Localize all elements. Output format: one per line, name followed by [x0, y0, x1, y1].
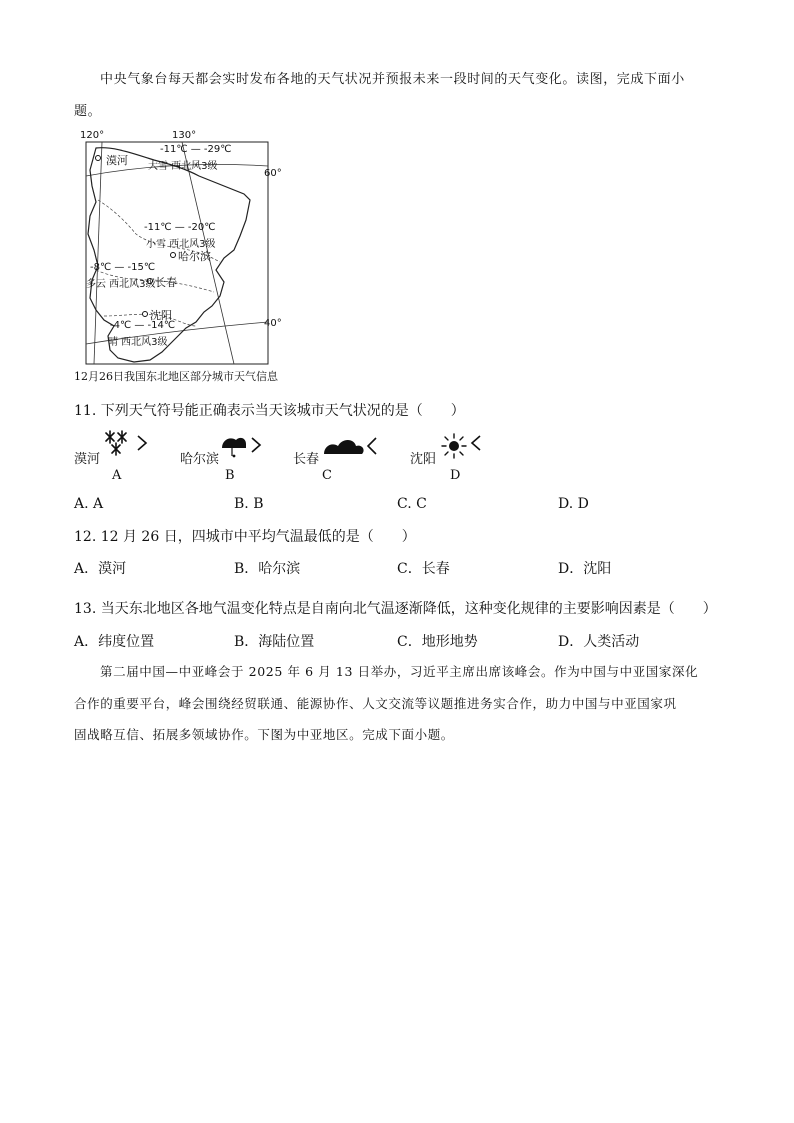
symbol-d-city: 沈阳	[410, 452, 437, 467]
q13-option-d[interactable]: D．人类活动	[558, 634, 640, 650]
q12-stem: 12. 12 月 26 日，四城市中平均气温最低的是（ ）	[74, 529, 416, 545]
changchun-temp: -8℃ — -15℃	[90, 262, 156, 273]
q12-option-b[interactable]: B．哈尔滨	[234, 561, 301, 577]
heavy-snow-icon	[102, 428, 152, 464]
q12-option-d[interactable]: D．沈阳	[558, 561, 612, 577]
symbol-d-letter: D	[450, 468, 461, 483]
intro-line-2: 题。	[74, 104, 102, 119]
q13-option-c[interactable]: C．地形地势	[397, 634, 478, 650]
q13-option-b[interactable]: B．海陆位置	[234, 634, 315, 650]
shenyang-temp: -4℃ — -14℃	[110, 320, 176, 331]
q11-option-d[interactable]: D. D	[558, 496, 589, 512]
map-caption: 12月26日我国东北地区部分城市天气信息	[74, 370, 278, 383]
lon-label-130: 130°	[172, 130, 197, 141]
q11-option-a[interactable]: A. A	[74, 496, 104, 512]
northeast-weather-map	[74, 130, 294, 382]
q12-option-c[interactable]: C．长春	[397, 561, 450, 577]
snow-cloud-icon	[218, 432, 268, 462]
intro2-line-3: 固战略互信、拓展多领域协作。下图为中亚地区。完成下面小题。	[74, 727, 454, 742]
shenyang-marker	[143, 312, 148, 317]
symbol-b-letter: B	[225, 468, 235, 483]
intro-line-1: 中央气象台每天都会实时发布各地的天气状况并预报未来一段时间的天气变化。读图，完成下面小	[100, 72, 685, 87]
mohe-name: 漠河	[106, 154, 128, 167]
q11-option-b[interactable]: B. B	[234, 496, 264, 512]
harbin-name: 哈尔滨	[178, 250, 211, 263]
lat-label-40: 40°	[264, 318, 282, 329]
q11-stem: 11. 下列天气符号能正确表示当天该城市天气状况的是（ ）	[74, 403, 465, 419]
q12-option-a[interactable]: A．漠河	[74, 561, 127, 577]
lon-label-120: 120°	[80, 130, 105, 141]
harbin-weather: 小雪 西北风3级	[146, 239, 216, 250]
intro2-line-1: 第二届中国—中亚峰会于 2025 年 6 月 13 日举办，习近平主席出席该峰会。作为中国与中亚国家深化	[100, 664, 699, 679]
shenyang-name: 沈阳	[150, 309, 172, 322]
overcast-cloud-icon	[322, 434, 382, 462]
mohe-weather: 大雪 西北风3级	[148, 161, 218, 172]
harbin-temp: -11℃ — -20℃	[144, 222, 216, 233]
q13-stem: 13. 当天东北地区各地气温变化特点是自南向北气温逐渐降低，这种变化规律的主要影响因素是（ ）	[74, 601, 717, 617]
sun-icon	[440, 432, 486, 464]
symbol-c-city: 长春	[293, 452, 320, 467]
lat-label-60: 60°	[264, 168, 282, 179]
q13-option-a[interactable]: A．纬度位置	[74, 634, 155, 650]
symbol-b-city: 哈尔滨	[180, 452, 220, 467]
mohe-temp: -11℃ — -29℃	[160, 144, 232, 155]
intro2-line-2: 合作的重要平台，峰会围绕经贸联通、能源协作、人文交流等议题推进务实合作，助力中国与中亚国家巩	[74, 696, 677, 711]
harbin-marker	[171, 253, 176, 258]
symbol-a-letter: A	[112, 468, 122, 483]
q11-option-c[interactable]: C. C	[397, 496, 427, 512]
shenyang-weather: 晴 西北风3级	[108, 337, 168, 348]
symbol-c-letter: C	[322, 468, 332, 483]
mohe-marker	[96, 156, 101, 161]
changchun-name: 长春	[155, 276, 177, 289]
changchun-weather: 多云 西北风3级	[86, 279, 156, 290]
symbol-a-city: 漠河	[74, 452, 101, 467]
